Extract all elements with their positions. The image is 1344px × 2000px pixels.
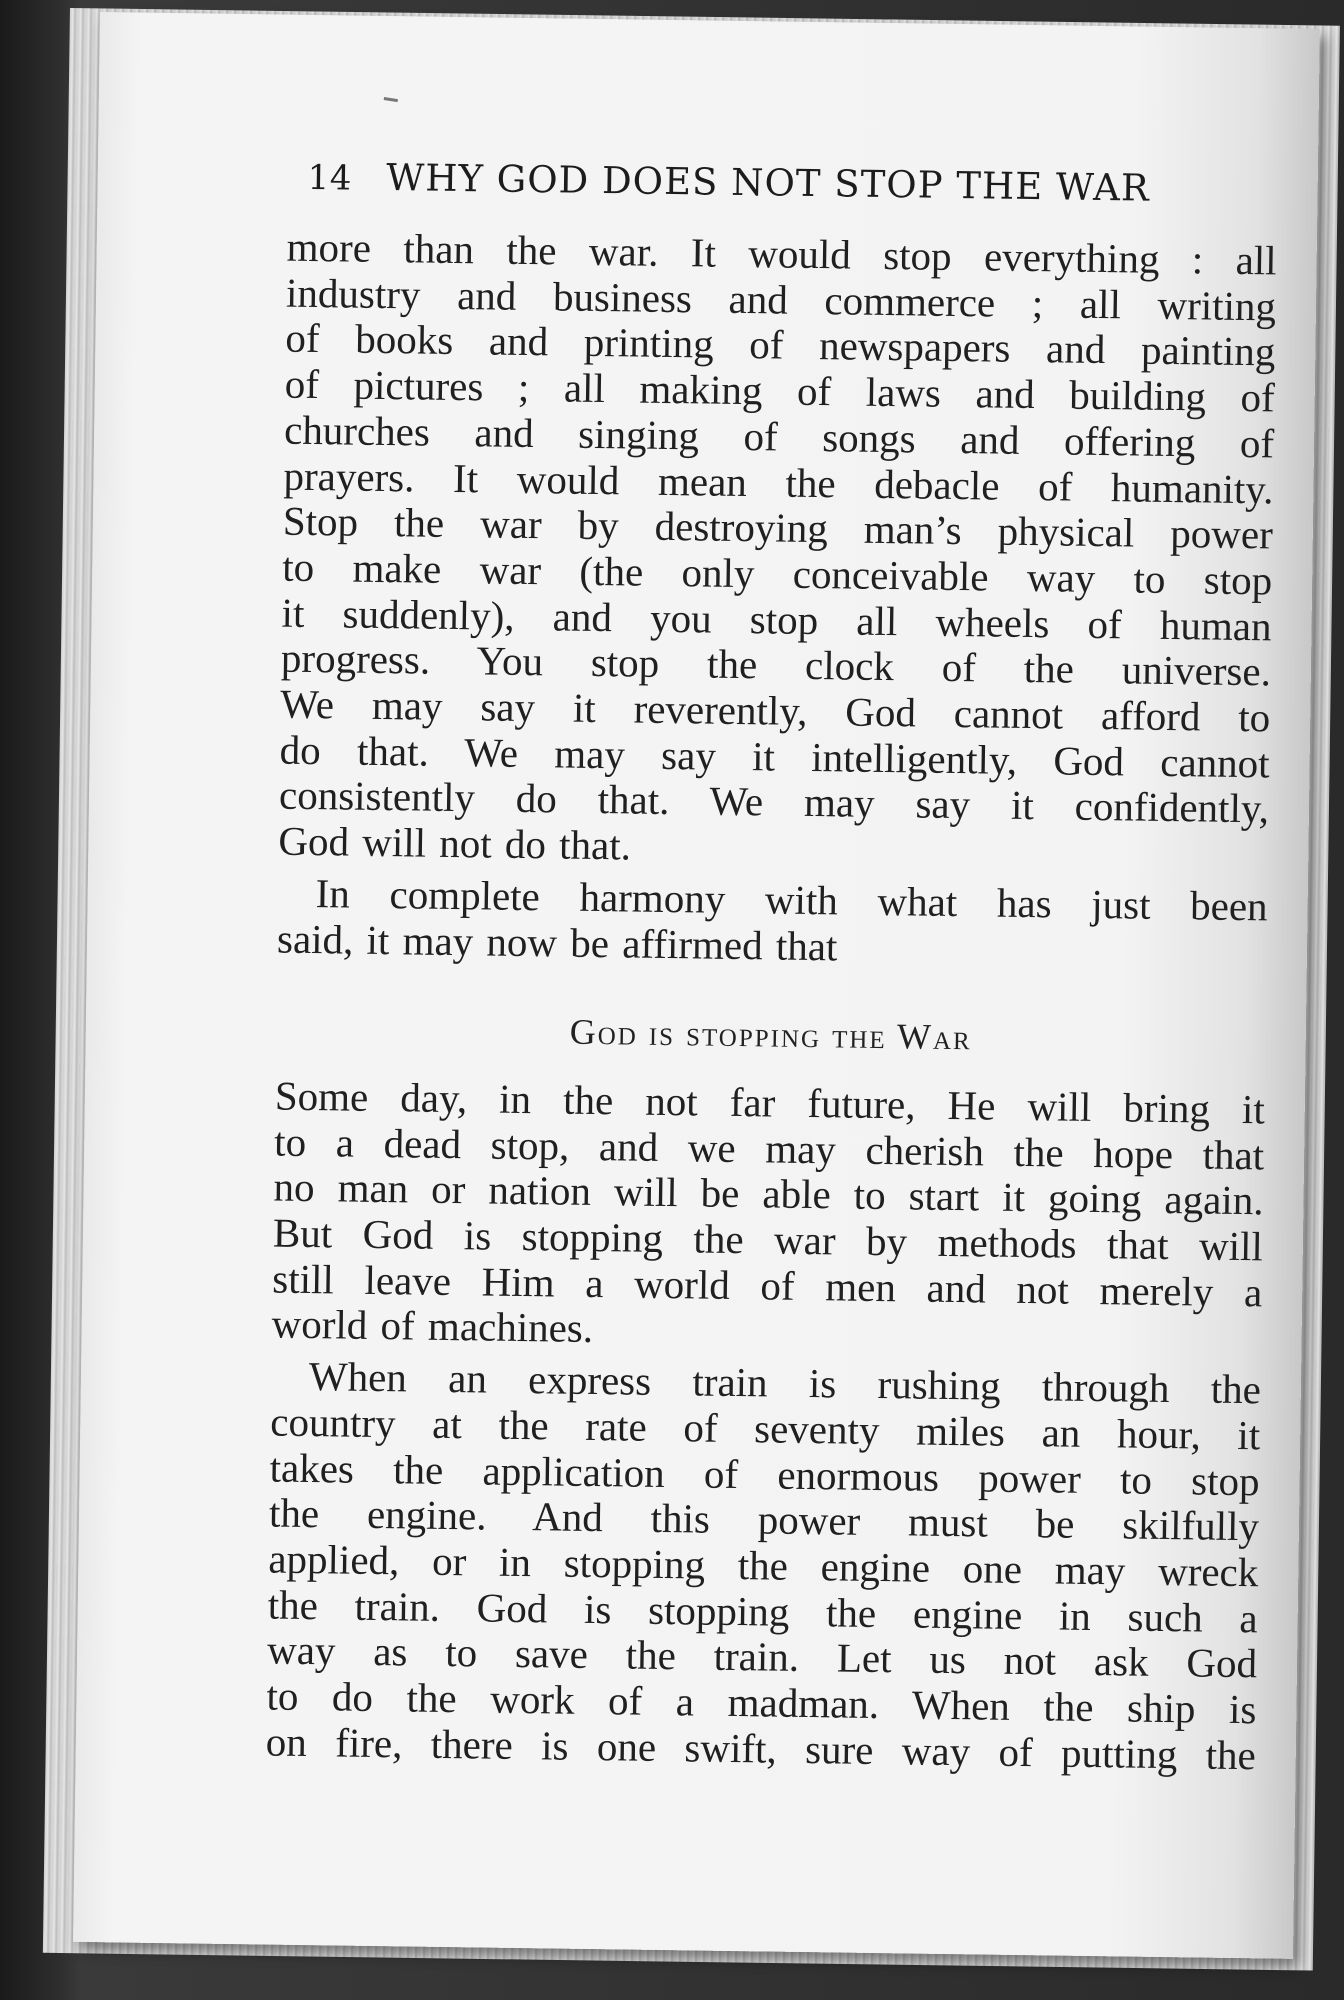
text-line: way as to save the train. Let us not ask God	[266, 1626, 1258, 1687]
text-line: industry and business and commerce ; all writing	[285, 269, 1277, 330]
text-line: consistently do that. We may say it confidently,	[278, 772, 1270, 832]
text-line: of books and printing of newspapers and painting	[285, 315, 1276, 375]
text-line: to a dead stop, and we may cherish the hope that	[273, 1118, 1265, 1179]
text-line: of pictures ; all making of laws and building of	[284, 360, 1276, 421]
text-line: world of machines.	[271, 1300, 594, 1352]
text-line: to make war (the only conceivable way to stop	[281, 543, 1273, 604]
text-line: said, it may now be affirmed that	[276, 915, 838, 969]
text-line: We may say it reverently, God cannot afford to	[280, 680, 1271, 741]
paragraph	[271, 1074, 1265, 1362]
text-line: no man or nation will be able to start it going again.	[273, 1163, 1264, 1224]
text-line: the train. God is stopping the engine in such a	[267, 1581, 1259, 1642]
running-head: WHY GOD DOES NOT STOP THE WAR	[385, 156, 1151, 210]
ink-mark	[384, 97, 398, 102]
text-line: more than the war. It would stop everything : all	[286, 223, 1277, 284]
text-line: on fire, there is one swift, sure way of putting the	[265, 1718, 1257, 1779]
text-line: still leave Him a world of men and not merely a	[272, 1255, 1263, 1316]
body-text	[266, 225, 1277, 1779]
book-page	[73, 12, 1320, 1959]
text-line: But God is stopping the war by methods that will	[272, 1209, 1264, 1270]
paragraph	[278, 225, 1277, 879]
paragraph	[266, 1354, 1262, 1779]
paragraph	[277, 870, 1268, 975]
text-line: Some day, in the not far future, He will bring it	[274, 1072, 1266, 1133]
page-header	[307, 155, 1278, 212]
text-line: the engine. And this power must be skilfully	[268, 1489, 1260, 1550]
text-line: to do the work of a madman. When the ship is	[266, 1672, 1257, 1733]
text-line: In complete harmony with what has just been	[315, 869, 1268, 930]
text-line: prayers. It would mean the debacle of humanity.	[283, 452, 1274, 512]
text-line: Stop the war by destroying man’s physical power	[282, 497, 1274, 558]
page-number: 14	[307, 157, 353, 199]
section-heading: God is stopping the War	[569, 1011, 973, 1058]
text-line: God will not do that.	[278, 817, 632, 869]
text-line: progress. You stop the clock of the universe.	[280, 634, 1272, 695]
text-line: applied, or in stopping the engine one may wreck	[268, 1535, 1259, 1596]
text-line: do that. We may say it intelligently, God cannot	[279, 726, 1270, 787]
text-line: country at the rate of seventy miles an hour, it	[270, 1398, 1261, 1459]
text-line: When an express train is rushing through the	[308, 1353, 1262, 1413]
text-line: churches and singing of songs and offering of	[283, 406, 1275, 467]
text-line: it suddenly), and you stop all wheels of human	[281, 589, 1272, 650]
text-line: takes the application of enormous power to stop	[269, 1444, 1260, 1504]
